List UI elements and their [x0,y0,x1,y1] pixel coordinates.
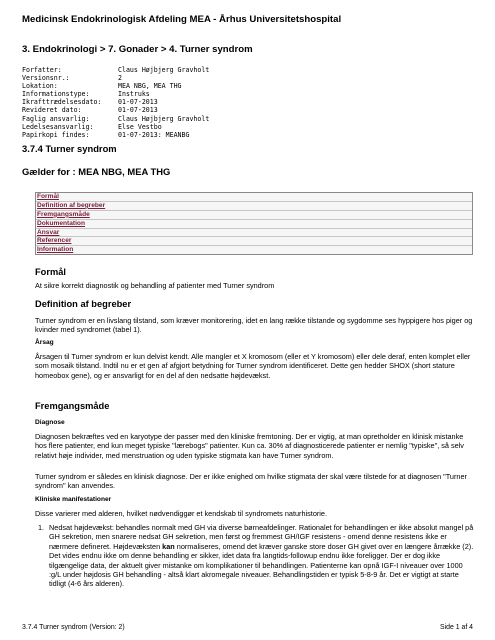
meta-value: 01-07-2013 [118,98,158,107]
kliniske-text: Disse varierer med alderen, hvilket nødvendiggør et kendskab til syndromets naturhistorie. [35,509,328,518]
hospital-title: Medicinsk Endokrinologisk Afdeling MEA - Århus Universitetshospital [22,14,342,25]
list-number: 1. [38,523,45,532]
meta-key: Revideret dato: [22,106,82,115]
list-bold-word: kan [162,541,175,551]
list-text-b: normaliseres, omend det kræver ganske store doser GH givet over en længere årrække (2). Det vides endnu ikke om denne behandling er sikker, idet data fra langtids-followup endnu ikke foreligger. Der er dog ikke tilgængelige data, der aktuelt giver mistanke om komplikationer til behandlingen. Patienterne kan opnå IGF-I niveauer over 1000 :g/L under højdosis GH behandling - altså klart akromegale niveauer. Behandlingstiden er typisk 5-8-9 år. Det er vigtigt at starte tidligt (4-6 års alderen). [49,541,474,589]
diagnose-text-2: Turner syndrom er således en klinisk diagnose. Der er ikke enighed om hvilke stigmata der skal være tilstede for at diagnosen "Turner syndrom" kan anvendes. [35,472,467,491]
heading-kliniske-manifestationer: Kliniske manifestationer [35,496,112,503]
meta-key: Forfatter: [22,66,62,74]
heading-formaal: Formål [35,267,66,277]
footer-version: 3.7.4 Turner syndrom (Version: 2) [22,624,125,631]
meta-row [22,123,209,131]
toc-link-referencer[interactable]: Referencer [36,237,472,246]
meta-row [22,90,209,98]
aarsag-text: Årsagen til Turner syndrom er kun delvist kendt. Alle mangler et X kromosom (eller et Y kromosom) eller dele deraf, enten komplet eller som mosaik tilstand. Indtil nu er et gen af afgjort betydning for Turner syndrom identificeret. Dette gen hedder SHOX (short stature homeobox gene), og er ansvarligt for en del af den nedsatte højdevækst. [35,352,471,380]
toc-link-definition[interactable]: Definition af begreber [36,202,472,211]
toc-link-fremgangsmaade[interactable]: Fremgangsmåde [36,211,472,220]
meta-row [22,66,209,74]
meta-row [22,82,209,90]
list-text-a: Nedsat højdevækst: behandles normalt med GH via diverse børneafdelinger. Rationalet for behandlingen er ikke absolut mangel på GH sekretion, men snarere nedsat GH sekretion, men først og fremmest GH/IGF resistens - omend denne resistens ikke er nærmere defineret. Højdevæksten [49,523,474,551]
meta-row [22,98,209,106]
breadcrumb: 3. Endokrinologi > 7. Gonader > 4. Turner syndrom [22,44,253,55]
meta-key: Ikrafttrædelsesdato: [22,98,102,107]
footer-page-number: Side 1 af 4 [440,624,473,631]
heading-definition: Definition af begreber [35,299,132,309]
meta-key: Faglig ansvarlig: [22,114,90,123]
heading-fremgangsmaade: Fremgangsmåde [35,401,110,411]
meta-key: Informationstype: [22,90,90,99]
meta-row [22,115,209,123]
formaal-text: At sikre korrekt diagnostik og behandling af patienter med Turner syndrom [35,281,275,290]
manifestations-list [35,523,475,589]
heading-diagnose: Diagnose [35,419,65,426]
meta-value: MEA NBG, MEA THG [118,82,182,91]
toc-link-ansvar[interactable]: Ansvar [36,229,472,238]
meta-value: Claus Højbjerg Gravholt [118,114,210,123]
meta-value: 01-07-2013: MEANBG [118,130,190,139]
diagnose-text-1: Diagnosen bekræftes ved en karyotype der passer med den kliniske fremtoning. Der er vigtig, at man opretholder en klinisk mistanke hos flere patienter, end kun meget typiske "lærebogs" patienter. Kun ca. 30% af diagnosticerede patienter er nemlig "typiske", så selv relativt høje individer, med menstruation og uden typiske stigmata kan have Turner syndrom. [35,432,464,460]
toc-link-formaal[interactable]: Formål [36,193,472,202]
meta-key: Versionsnr.: [22,74,70,83]
meta-value: Else Vestbo [118,122,162,131]
meta-value: 01-07-2013 [118,106,158,115]
meta-value: 2 [118,74,122,83]
meta-value: Instruks [118,90,150,99]
meta-row [22,74,209,82]
applies-to: Gælder for : MEA NBG, MEA THG [22,166,171,177]
toc-link-dokumentation[interactable]: Dokumentation [36,220,472,229]
list-item [49,523,474,589]
meta-row [22,106,209,114]
heading-aarsag: Årsag [35,339,54,346]
meta-key: Ledelsesansvarlig: [22,122,94,131]
meta-key: Papirkopi findes: [22,130,90,139]
meta-key: Lokation: [22,82,58,91]
meta-row [22,131,209,139]
meta-value: Claus Højbjerg Gravholt [118,66,210,74]
toc-link-information[interactable]: Information [36,246,472,254]
table-of-contents [35,192,473,255]
document-title: 3.7.4 Turner syndrom [22,143,117,154]
definition-text: Turner syndrom er en livslang tilstand, som kræver monitorering, idet en lang række tilstande og sygdomme ses hyppigere hos piger og kvinder med syndromet (tabel 1). [35,316,473,335]
metadata-table [22,66,209,139]
